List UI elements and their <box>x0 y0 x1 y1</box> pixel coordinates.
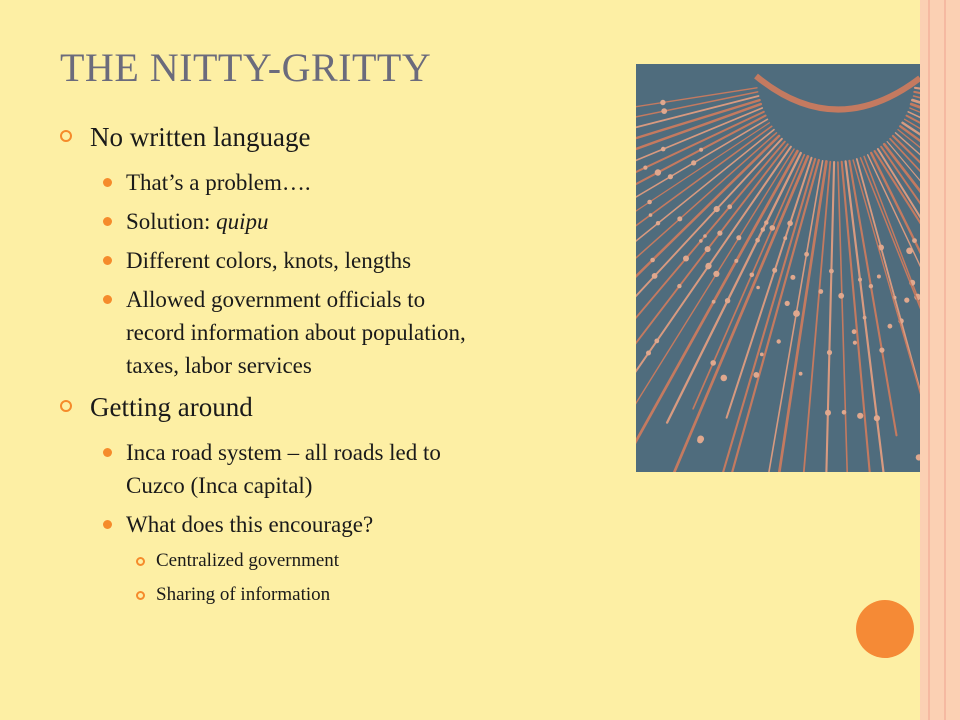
quipu-knot <box>656 221 660 225</box>
slide-title: THE NITTY-GRITTY <box>60 45 432 90</box>
quipu-knot <box>827 350 832 355</box>
quipu-knot <box>857 413 863 419</box>
subsubbullet <box>60 547 620 575</box>
dot-bullet-icon <box>103 256 112 265</box>
quipu-knot <box>912 238 917 243</box>
quipu-knot <box>904 298 909 303</box>
quipu-knot <box>838 293 844 299</box>
subbullet-text: What does this encourage? <box>126 512 374 537</box>
quipu-knot <box>714 206 720 212</box>
quipu-knot <box>793 310 800 317</box>
quipu-knot <box>825 410 831 416</box>
quipu-knot <box>655 169 661 175</box>
subbullet-text: Different colors, knots, lengths <box>126 248 412 273</box>
subbullet <box>60 244 620 277</box>
quipu-knot <box>734 259 738 263</box>
quipu-knot <box>647 200 652 205</box>
quipu-knot <box>818 289 823 294</box>
quipu-knot <box>710 360 716 366</box>
band-line <box>944 0 946 720</box>
bullet-no-written-language <box>60 118 620 156</box>
quipu-knot <box>668 174 673 179</box>
quipu-knot <box>829 269 834 274</box>
quipu-cord <box>667 153 801 423</box>
subbullet <box>60 508 620 541</box>
quipu-knot <box>683 256 689 262</box>
quipu-knot <box>661 147 666 152</box>
quipu-knot <box>697 437 703 443</box>
quipu-cord <box>636 96 759 185</box>
quipu-knot <box>705 264 711 270</box>
quipu-knot <box>770 225 776 231</box>
subbullet <box>60 166 620 199</box>
quipu-knot <box>753 372 759 378</box>
quipu-knot <box>712 300 716 304</box>
quipu-knot <box>863 316 867 320</box>
subbullet <box>60 283 620 382</box>
quipu-knot <box>756 286 760 290</box>
quipu-knot <box>787 221 793 227</box>
quipu-knot <box>869 284 873 288</box>
quipu-knot <box>783 236 787 240</box>
quipu-knot <box>799 372 803 376</box>
band-line <box>928 0 930 720</box>
quipu-cord <box>636 149 794 435</box>
subbullet <box>60 436 620 502</box>
quipu-knot <box>755 238 760 243</box>
bullet-getting-around <box>60 388 620 426</box>
quipu-knot <box>906 248 913 255</box>
quipu-image <box>636 64 920 472</box>
quipu-knot <box>661 108 667 114</box>
dot-bullet-icon <box>103 217 112 226</box>
quipu-knot <box>842 410 847 415</box>
dot-bullet-icon <box>103 448 112 457</box>
quipu-knot <box>888 324 893 329</box>
quipu-knot <box>877 275 881 279</box>
quipu-knot <box>643 166 647 170</box>
dot-bullet-icon <box>103 178 112 187</box>
orange-circle-decoration <box>856 600 914 658</box>
quipu-knot <box>785 301 790 306</box>
subbullet-prefix: Solution: <box>126 209 217 234</box>
quipu-knot <box>691 160 696 165</box>
quipu-knot <box>646 351 651 356</box>
quipu-knot <box>736 235 741 240</box>
bullet-text: Getting around <box>90 392 253 422</box>
subsubbullet <box>60 581 620 609</box>
slide-content <box>60 118 620 615</box>
quipu-knot <box>790 275 795 280</box>
quipu-knot <box>858 278 862 282</box>
subbullet-text: That’s a problem…. <box>126 170 311 195</box>
quipu-knot <box>852 329 857 334</box>
quipu-knot <box>725 298 730 303</box>
quipu-knot <box>727 204 732 209</box>
quipu-knot <box>650 258 655 263</box>
quipu-knot <box>777 339 781 343</box>
subbullet <box>60 205 620 238</box>
quipu-knot <box>705 246 711 252</box>
quipu-band <box>756 76 920 110</box>
subbullet-line: taxes, labor services <box>126 353 312 378</box>
quipu-knot <box>677 284 681 288</box>
quipu-knot <box>713 271 719 277</box>
quipu-knot <box>649 213 653 217</box>
quipu-knot <box>677 216 682 221</box>
ring-bullet-icon <box>136 557 145 566</box>
ring-bullet-icon <box>60 130 72 142</box>
subbullet-emphasis: quipu <box>216 209 269 234</box>
subsubbullet-text: Sharing of information <box>156 584 331 605</box>
quipu-knot <box>874 415 880 421</box>
subbullet-line: Cuzco (Inca capital) <box>126 473 313 498</box>
subsubbullet-text: Centralized government <box>156 550 340 571</box>
ring-bullet-icon <box>136 591 145 600</box>
quipu-knot <box>717 231 722 236</box>
quipu-knot <box>853 341 857 345</box>
quipu-knot <box>804 252 809 257</box>
ring-bullet-icon <box>60 400 72 412</box>
quipu-cord <box>636 123 770 343</box>
right-decorative-band <box>920 0 960 720</box>
quipu-knot <box>660 100 665 105</box>
quipu-knot <box>652 273 658 279</box>
quipu-knot <box>761 227 765 231</box>
quipu-knot <box>750 273 755 278</box>
quipu-knot <box>654 339 659 344</box>
quipu-knot <box>721 375 728 382</box>
quipu-knot <box>772 268 777 273</box>
quipu-knot <box>764 220 768 224</box>
quipu-knot <box>916 454 920 460</box>
bullet-text: No written language <box>90 122 311 152</box>
dot-bullet-icon <box>103 520 112 529</box>
dot-bullet-icon <box>103 295 112 304</box>
quipu-knot <box>760 353 764 357</box>
quipu-photo <box>636 64 920 472</box>
subbullet-line: Allowed government officials to <box>126 287 426 312</box>
subbullet-line: Inca road system – all roads led to <box>126 440 441 465</box>
quipu-knot <box>699 148 703 152</box>
quipu-knot <box>879 348 884 353</box>
quipu-knot <box>699 239 703 243</box>
quipu-knot <box>703 234 707 238</box>
subbullet-line: record information about population, <box>126 320 466 345</box>
